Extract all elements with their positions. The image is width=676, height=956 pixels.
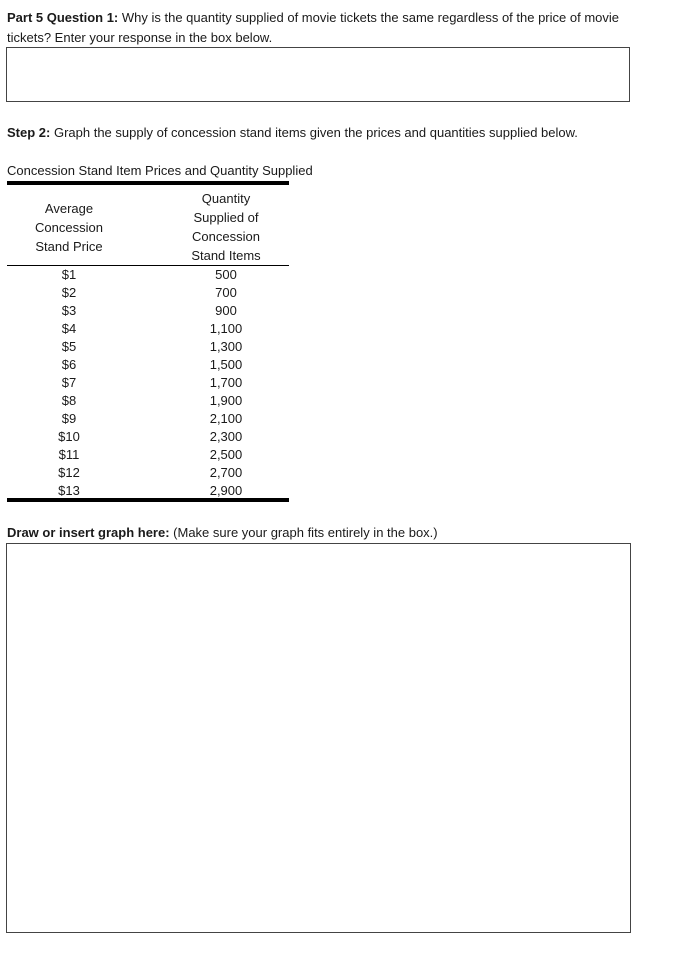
graph-box[interactable] [6, 543, 631, 933]
header-line: Average [44, 201, 94, 216]
column-header-quantity [165, 189, 287, 265]
table-row [7, 428, 289, 446]
price-cell: $13 [58, 483, 80, 498]
price-cell: $7 [61, 375, 77, 390]
table-row [7, 446, 289, 464]
table-top-rule [7, 181, 289, 185]
question-1-text: Why is the quantity supplied of movie tickets the same regardless of the price of movie tickets? Enter your response in the box below. [7, 10, 619, 45]
table-row [7, 338, 289, 356]
table-row [7, 392, 289, 410]
quantity-cell: 500 [215, 267, 237, 282]
price-cell: $4 [61, 321, 77, 336]
step-2-text: Graph the supply of concession stand items given the prices and quantities supplied below. [53, 125, 578, 140]
quantity-cell: 1,700 [209, 375, 243, 390]
graph-instruction-label: Draw or insert graph here: [7, 525, 170, 540]
quantity-cell: 700 [215, 285, 237, 300]
header-line: Stand Price [35, 239, 103, 254]
price-cell: $12 [58, 465, 80, 480]
quantity-cell: 1,500 [209, 357, 243, 372]
table-row [7, 464, 289, 482]
quantity-cell: 1,900 [209, 393, 243, 408]
header-line: Concession [35, 220, 103, 235]
step-2-instruction [7, 124, 647, 142]
header-line: Supplied of [193, 210, 259, 225]
header-line: Concession [192, 229, 260, 244]
price-cell: $10 [58, 429, 80, 444]
table-body [7, 266, 289, 500]
price-cell: $9 [61, 411, 77, 426]
quantity-cell: 900 [215, 303, 237, 318]
table-row [7, 374, 289, 392]
header-line: Quantity [201, 191, 251, 206]
step-2-label: Step 2: [7, 125, 51, 140]
price-cell: $2 [61, 285, 77, 300]
quantity-cell: 2,500 [209, 447, 243, 462]
header-line: Stand Items [191, 248, 261, 263]
column-header-price [7, 199, 131, 256]
graph-instruction-text: (Make sure your graph fits entirely in the box.) [173, 525, 438, 540]
price-cell: $11 [58, 447, 80, 462]
price-cell: $8 [61, 393, 77, 408]
quantity-cell: 1,100 [209, 321, 243, 336]
quantity-cell: 2,700 [209, 465, 243, 480]
quantity-cell: 1,300 [209, 339, 243, 354]
table-row [7, 320, 289, 338]
price-cell: $5 [61, 339, 77, 354]
table-bottom-rule [7, 498, 289, 502]
quantity-cell: 2,100 [209, 411, 243, 426]
price-cell: $1 [61, 267, 77, 282]
table-row [7, 356, 289, 374]
price-cell: $3 [61, 303, 77, 318]
table-row [7, 410, 289, 428]
graph-instruction [7, 524, 438, 542]
quantity-cell: 2,300 [209, 429, 243, 444]
table-row [7, 266, 289, 284]
response-box[interactable] [6, 47, 630, 102]
table-title: Concession Stand Item Prices and Quantity Supplied [7, 163, 313, 178]
table-row [7, 284, 289, 302]
question-1-label: Part 5 Question 1: [7, 10, 119, 25]
quantity-cell: 2,900 [209, 483, 243, 498]
table-row [7, 302, 289, 320]
price-cell: $6 [61, 357, 77, 372]
question-1-prompt [7, 8, 627, 48]
